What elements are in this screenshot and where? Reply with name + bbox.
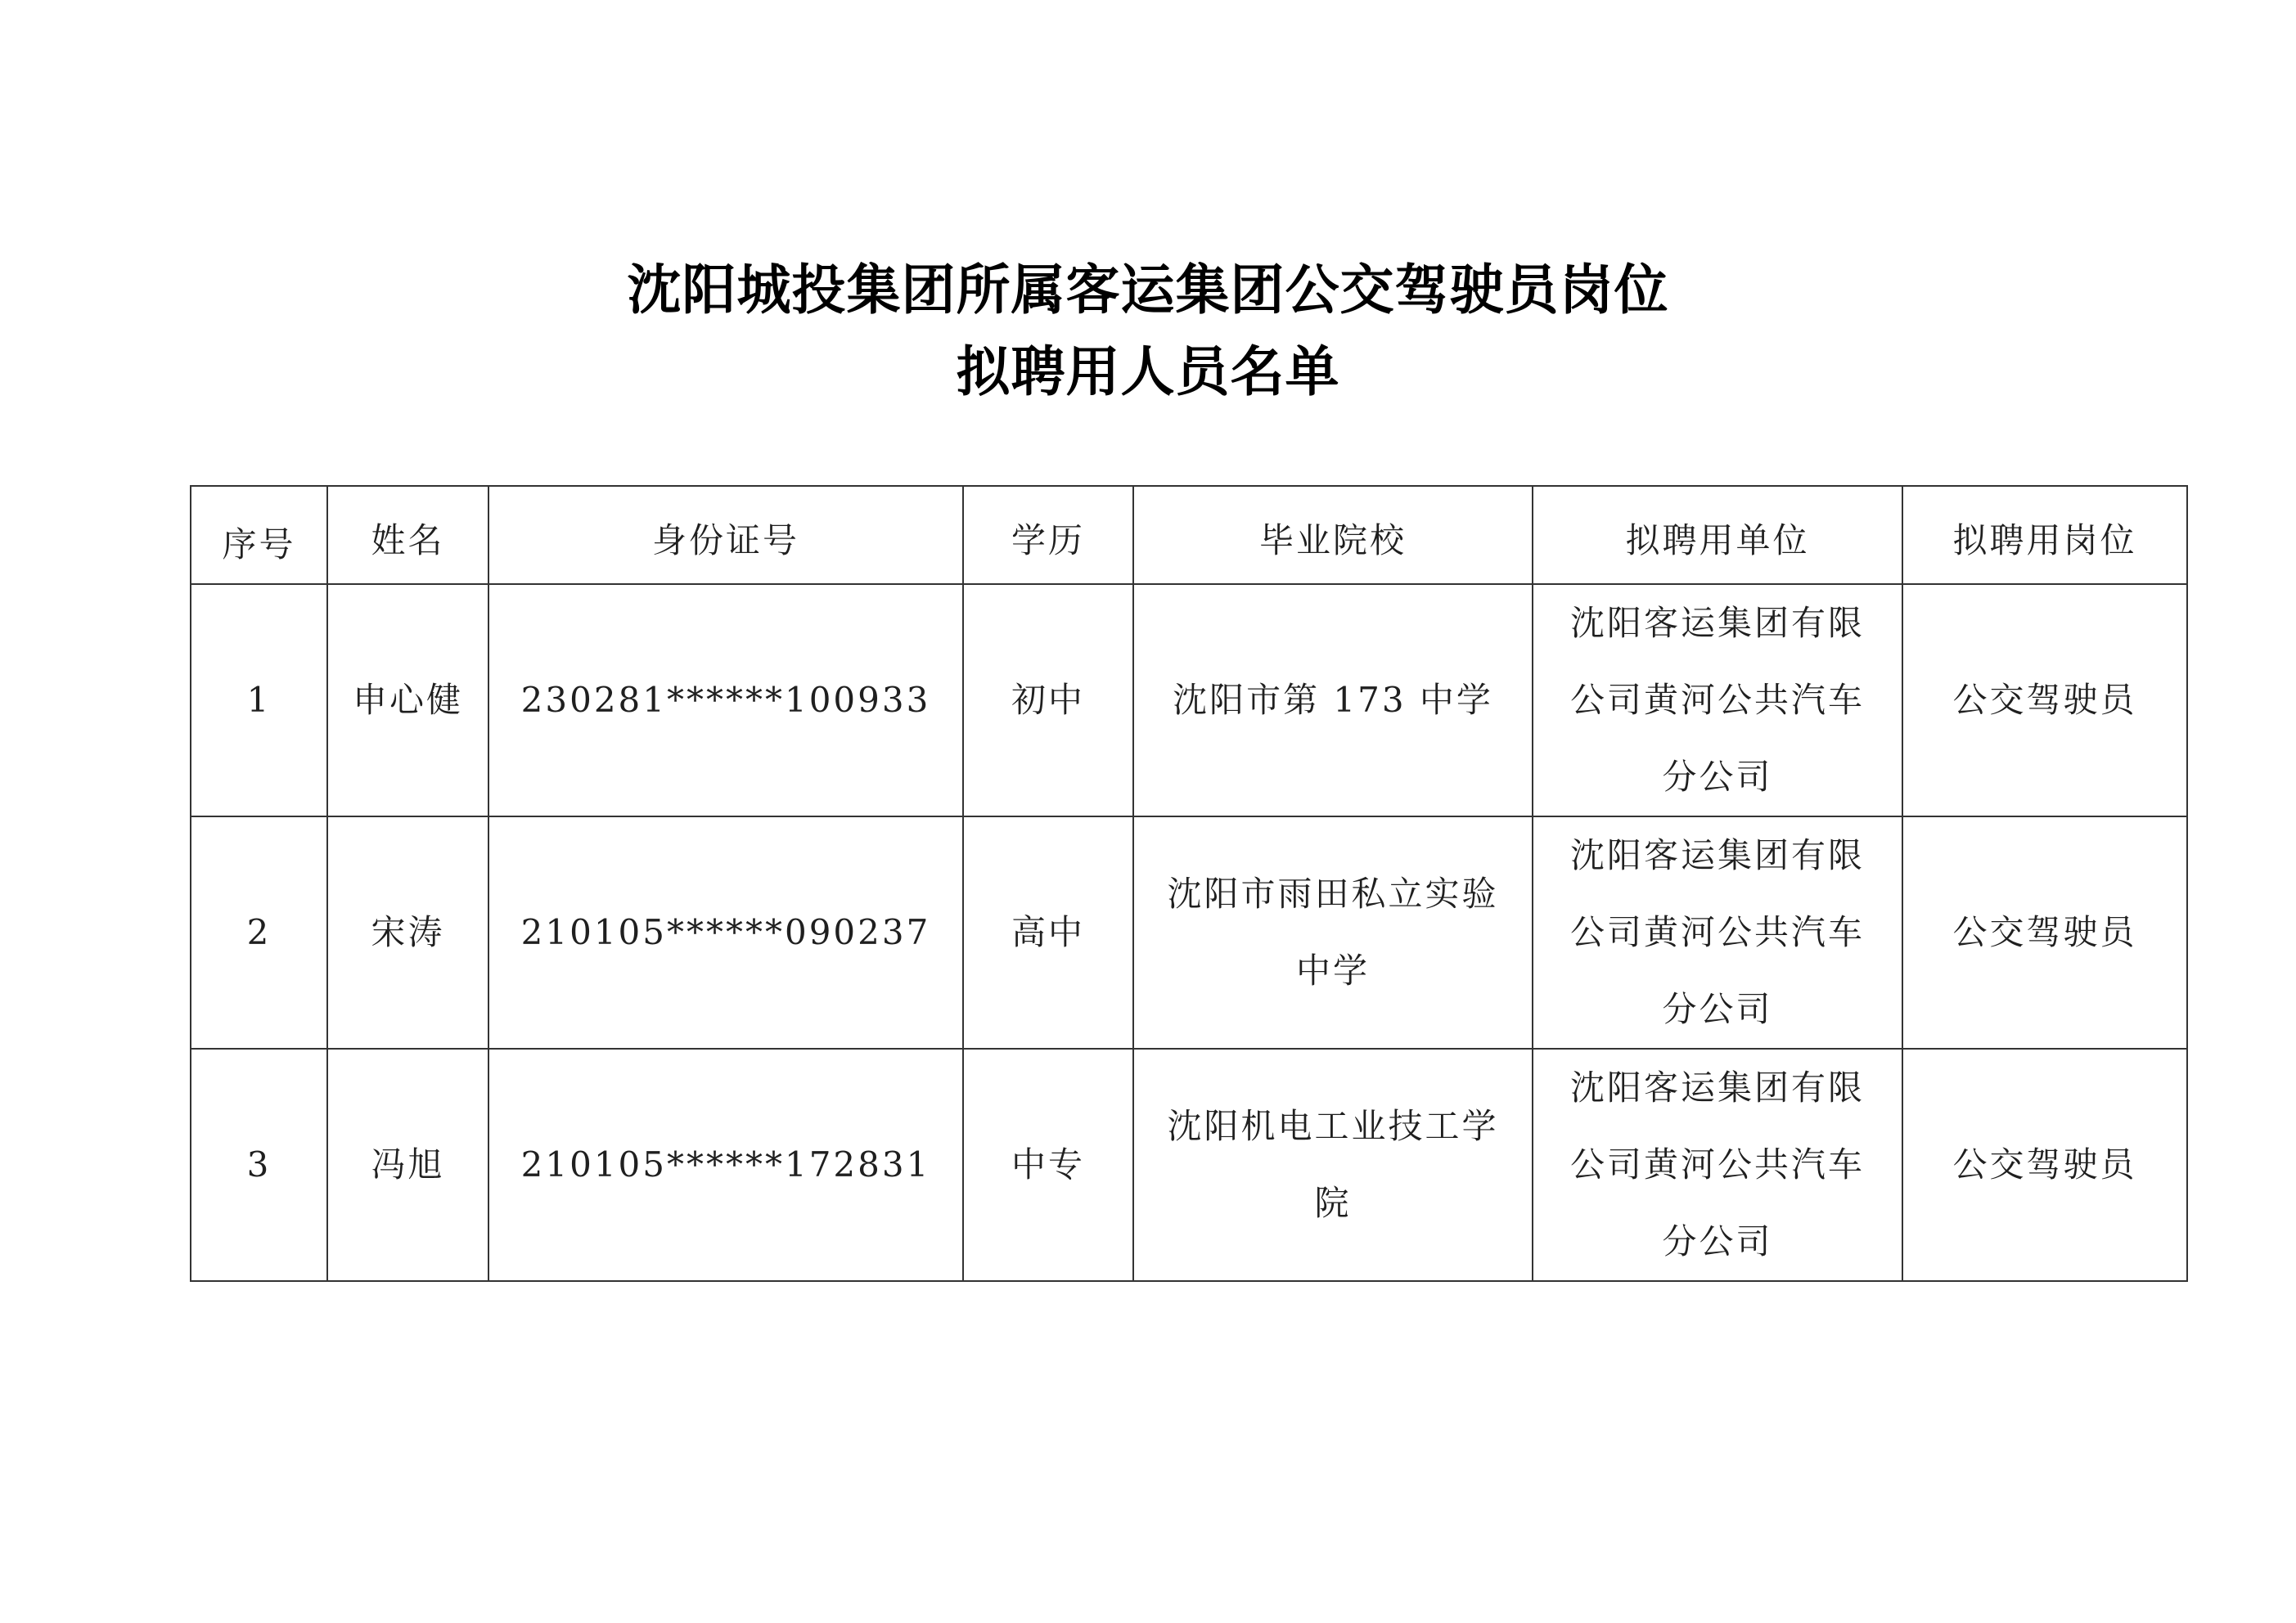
cell-school-line: 沈阳机电工业技工学 xyxy=(1167,1106,1499,1146)
table-row xyxy=(191,584,2187,816)
cell-education: 中专 xyxy=(963,1049,1133,1281)
table-header-row xyxy=(191,486,2187,584)
cell-seq: 1 xyxy=(191,584,327,816)
cell-name: 申心健 xyxy=(327,584,488,816)
cell-id-number: 210105******172831 xyxy=(488,1049,963,1281)
cell-school-line: 中学 xyxy=(1295,951,1370,991)
cell-unit-line: 公司黄河公共汽车 xyxy=(1569,912,1865,952)
cell-education: 高中 xyxy=(963,816,1133,1049)
page-title xyxy=(0,250,2296,413)
cell-school xyxy=(1133,1049,1533,1281)
page-title-line-1: 沈阳城投集团所属客运集团公交驾驶员岗位 xyxy=(627,259,1669,321)
cell-education: 初中 xyxy=(963,584,1133,816)
cell-seq: 3 xyxy=(191,1049,327,1281)
header-unit: 拟聘用单位 xyxy=(1533,486,1902,584)
cell-unit-line: 沈阳客运集团有限 xyxy=(1569,603,1865,643)
table-row xyxy=(191,1049,2187,1281)
cell-unit-line: 沈阳客运集团有限 xyxy=(1569,835,1865,875)
cell-unit-line: 分公司 xyxy=(1662,989,1773,1029)
header-education: 学历 xyxy=(963,486,1133,584)
cell-id-number: 230281******100933 xyxy=(488,584,963,816)
cell-unit xyxy=(1533,1049,1902,1281)
cell-school-line: 沈阳市第 173 中学 xyxy=(1173,680,1493,720)
cell-name: 冯旭 xyxy=(327,1049,488,1281)
cell-name: 宋涛 xyxy=(327,816,488,1049)
cell-seq: 2 xyxy=(191,816,327,1049)
cell-id-number: 210105******090237 xyxy=(488,816,963,1049)
cell-unit xyxy=(1533,816,1902,1049)
cell-position: 公交驾驶员 xyxy=(1902,1049,2187,1281)
table-row xyxy=(191,816,2187,1049)
cell-school-line: 院 xyxy=(1314,1183,1352,1223)
cell-unit xyxy=(1533,584,1902,816)
cell-unit-line: 沈阳客运集团有限 xyxy=(1569,1068,1865,1108)
page-title-line-2: 拟聘用人员名单 xyxy=(956,340,1340,403)
cell-school xyxy=(1133,816,1533,1049)
header-name: 姓名 xyxy=(327,486,488,584)
header-position: 拟聘用岗位 xyxy=(1902,486,2187,584)
header-seq: 序号 xyxy=(191,486,327,584)
cell-position: 公交驾驶员 xyxy=(1902,816,2187,1049)
header-id-number: 身份证号 xyxy=(488,486,963,584)
cell-unit-line: 公司黄河公共汽车 xyxy=(1569,680,1865,720)
cell-position: 公交驾驶员 xyxy=(1902,584,2187,816)
header-school: 毕业院校 xyxy=(1133,486,1533,584)
cell-unit-line: 公司黄河公共汽车 xyxy=(1569,1144,1865,1185)
cell-unit-line: 分公司 xyxy=(1662,757,1773,797)
hiring-roster-table xyxy=(190,485,2188,1282)
cell-unit-line: 分公司 xyxy=(1662,1221,1773,1261)
cell-school xyxy=(1133,584,1533,816)
cell-school-line: 沈阳市雨田私立实验 xyxy=(1167,874,1499,914)
